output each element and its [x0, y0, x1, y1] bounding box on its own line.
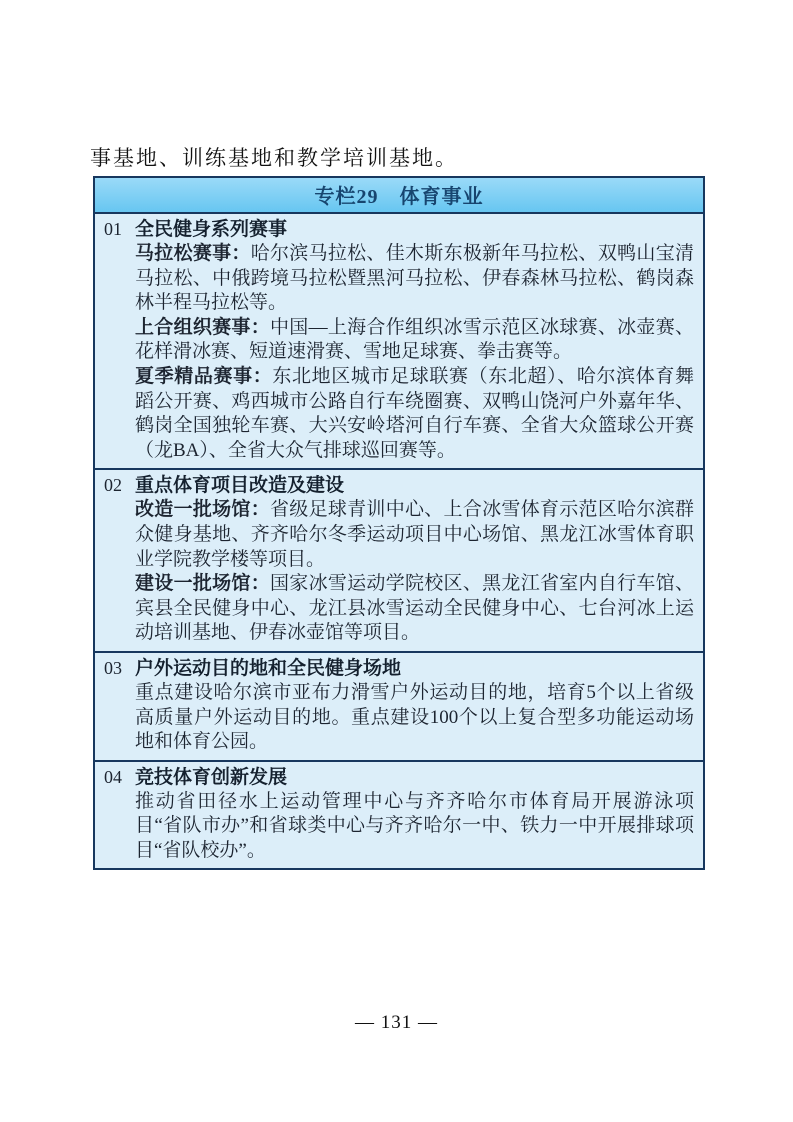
row-number: 01 [104, 219, 122, 239]
page-number: — 131 — [355, 1012, 438, 1033]
row-number: 03 [104, 657, 122, 678]
row-content [135, 656, 703, 755]
row-paragraph [135, 242, 694, 316]
table-row [95, 214, 703, 468]
sports-column-table [93, 176, 705, 870]
intro-paragraph: 事基地、训练基地和教学培训基地。 [90, 146, 458, 170]
table-row [95, 468, 703, 651]
paragraph-text: 哈尔滨马拉松、佳木斯东极新年马拉松、双鸭山宝清马拉松、中俄跨境马拉松暨黑河马拉松、伊春森林马拉松、鹤岗森林半程马拉松等。 [135, 243, 694, 314]
row-heading: 全民健身系列赛事 [135, 219, 288, 240]
row-content [135, 217, 703, 463]
row-paragraph [135, 316, 694, 365]
row-paragraph [135, 681, 694, 755]
paragraph-label: 建设一批场馆： [135, 573, 270, 595]
row-content [135, 473, 703, 646]
paragraph-text: 东北地区城市足球联赛（东北超）、哈尔滨体育舞蹈公开赛、鸡西城市公路自行车绕圈赛、双鸭山饶河户外嘉年华、鹤岗全国独轮车赛、大兴安岭塔河自行车赛、全省大众篮球公开赛（龙BA）、全省大众气排球巡回赛等。 [135, 365, 694, 461]
row-heading: 重点体育项目改造及建设 [135, 475, 345, 497]
table-title: 专栏29 体育事业 [95, 178, 703, 214]
row-paragraph [135, 572, 694, 646]
row-number: 04 [104, 766, 122, 787]
paragraph-text: 重点建设哈尔滨市亚布力滑雪户外运动目的地，培育5个以上省级高质量户外运动目的地。重点建设100个以上复合型多功能运动场地和体育公园。 [135, 681, 694, 753]
paragraph-label: 上合组织赛事： [135, 316, 270, 338]
paragraph-text: 国家冰雪运动学院校区、黑龙江省室内自行车馆、宾县全民健身中心、龙江县冰雪运动全民健身中心、七台河冰上运动培训基地、伊春冰壶馆等项目。 [135, 573, 694, 644]
paragraph-text: 推动省田径水上运动管理中心与齐齐哈尔市体育局开展游泳项目“省队市办”和省球类中心与齐齐哈尔一中、铁力一中开展排球项目“省队校办”。 [135, 790, 694, 861]
row-paragraph [135, 498, 694, 572]
paragraph-text: 省级足球青训中心、上合冰雪体育示范区哈尔滨群众健身基地、齐齐哈尔冬季运动项目中心场馆、黑龙江冰雪体育职业学院教学楼等项目。 [135, 499, 694, 570]
paragraph-label: 马拉松赛事： [135, 243, 251, 264]
table-row [95, 651, 703, 760]
row-paragraph [135, 365, 694, 463]
paragraph-label: 改造一批场馆： [135, 499, 270, 521]
row-content [135, 765, 703, 864]
row-heading: 竞技体育创新发展 [135, 766, 288, 788]
paragraph-label: 夏季精品赛事： [135, 365, 273, 387]
row-paragraph [135, 790, 694, 864]
row-number: 02 [104, 475, 122, 496]
paragraph-text: 中国—上海合作组织冰雪示范区冰球赛、冰壶赛、花样滑冰赛、短道速滑赛、雪地足球赛、拳击赛等。 [135, 316, 694, 363]
table-row [95, 760, 703, 869]
row-heading: 户外运动目的地和全民健身场地 [135, 657, 402, 679]
